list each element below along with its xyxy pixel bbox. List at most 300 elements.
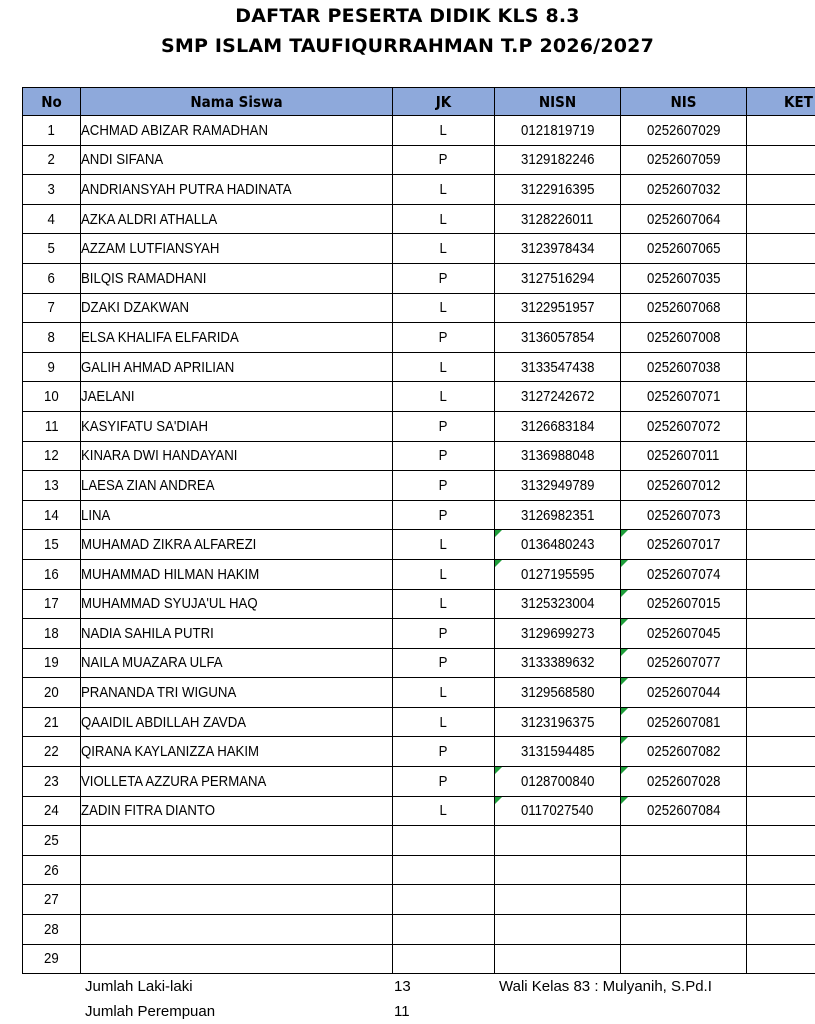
cell-name[interactable] xyxy=(81,175,393,205)
table-row xyxy=(23,707,815,737)
cell-jk[interactable] xyxy=(393,116,495,146)
cell-jk[interactable] xyxy=(393,293,495,323)
cell-nis-text: 0252607065 xyxy=(646,240,721,258)
cell-nis-text: 0252607045 xyxy=(646,624,721,642)
table-row xyxy=(23,885,815,915)
cell-nis[interactable] xyxy=(621,441,747,471)
cell-no[interactable] xyxy=(23,796,81,826)
cell-nisn-text: 3136057854 xyxy=(520,328,595,346)
cell-nis-text: 0252607081 xyxy=(646,713,721,731)
cell-jk[interactable] xyxy=(393,263,495,293)
cell-nis-text: 0252607044 xyxy=(646,684,721,702)
cell-name[interactable] xyxy=(81,589,393,619)
cell-nisn[interactable] xyxy=(495,234,621,264)
cell-name[interactable] xyxy=(81,559,393,589)
cell-ket[interactable] xyxy=(747,648,815,678)
cell-jk[interactable] xyxy=(393,826,495,856)
cell-jk[interactable] xyxy=(393,855,495,885)
cell-no[interactable] xyxy=(23,145,81,175)
cell-no-text: 24 xyxy=(44,802,59,820)
table-row xyxy=(23,648,815,678)
cell-nisn-text: 3125323004 xyxy=(520,595,595,613)
table-row xyxy=(23,559,815,589)
cell-no-text: 29 xyxy=(44,950,59,968)
cell-ket[interactable] xyxy=(747,944,815,974)
table-row xyxy=(23,145,815,175)
cell-no-text: 22 xyxy=(44,743,59,761)
cell-name[interactable] xyxy=(81,441,393,471)
cell-nisn[interactable] xyxy=(495,678,621,708)
cell-ket[interactable] xyxy=(747,767,815,797)
cell-no-text: 18 xyxy=(44,624,59,642)
table-row xyxy=(23,204,815,234)
cell-nisn-text: 3133547438 xyxy=(520,358,595,376)
cell-nisn[interactable] xyxy=(495,441,621,471)
cell-name-text: BILQIS RAMADHANI xyxy=(81,269,207,287)
cell-nisn-text: 3129568580 xyxy=(520,684,595,702)
cell-jk[interactable] xyxy=(393,678,495,708)
cell-no-text: 26 xyxy=(44,861,59,879)
cell-no-text: 21 xyxy=(44,713,59,731)
cell-nis[interactable] xyxy=(621,234,747,264)
cell-nis-text: 0252607017 xyxy=(646,536,721,554)
cell-jk-text: P xyxy=(439,624,448,642)
cell-name-text: ANDRIANSYAH PUTRA HADINATA xyxy=(81,180,292,198)
cell-nis-text: 0252607072 xyxy=(646,417,721,435)
cell-nisn[interactable] xyxy=(495,116,621,146)
cell-no[interactable] xyxy=(23,263,81,293)
cell-name-text: QIRANA KAYLANIZZA HAKIM xyxy=(81,743,260,761)
cell-nis-with-comment-indicator[interactable] xyxy=(621,619,747,649)
cell-nis[interactable] xyxy=(621,116,747,146)
cell-nisn-text: 3126683184 xyxy=(520,417,595,435)
header-nisn: NISN xyxy=(495,88,621,116)
cell-jk[interactable] xyxy=(393,411,495,441)
cell-no-text: 11 xyxy=(44,417,59,435)
header-ket: KET xyxy=(747,88,815,116)
cell-nis[interactable] xyxy=(621,915,747,945)
cell-nis[interactable] xyxy=(621,175,747,205)
cell-name[interactable] xyxy=(81,915,393,945)
cell-name[interactable] xyxy=(81,204,393,234)
cell-nisn[interactable] xyxy=(495,885,621,915)
cell-nis[interactable] xyxy=(621,855,747,885)
cell-jk[interactable] xyxy=(393,559,495,589)
cell-ket[interactable] xyxy=(747,915,815,945)
cell-nis-text: 0252607008 xyxy=(646,328,721,346)
cell-name-text: LAESA ZIAN ANDREA xyxy=(81,476,215,494)
cell-nis-text: 0252607064 xyxy=(646,210,721,228)
cell-nisn[interactable] xyxy=(495,855,621,885)
cell-no[interactable] xyxy=(23,175,81,205)
cell-no[interactable] xyxy=(23,619,81,649)
cell-nis[interactable] xyxy=(621,263,747,293)
cell-no[interactable] xyxy=(23,648,81,678)
cell-jk[interactable] xyxy=(393,589,495,619)
cell-jk-text: L xyxy=(439,684,448,702)
cell-nis[interactable] xyxy=(621,411,747,441)
cell-nis-text: 0252607082 xyxy=(646,743,721,761)
cell-nisn[interactable] xyxy=(495,915,621,945)
table-row xyxy=(23,471,815,501)
cell-no-text: 17 xyxy=(44,595,59,613)
cell-nisn[interactable] xyxy=(495,411,621,441)
cell-no-text: 1 xyxy=(47,121,56,139)
cell-ket[interactable] xyxy=(747,145,815,175)
cell-nisn-with-comment-indicator[interactable] xyxy=(495,796,621,826)
cell-no[interactable] xyxy=(23,441,81,471)
cell-name[interactable] xyxy=(81,234,393,264)
male-count-label: Jumlah Laki-laki xyxy=(85,978,193,995)
cell-no[interactable] xyxy=(23,352,81,382)
cell-no-text: 13 xyxy=(44,476,59,494)
cell-nisn[interactable] xyxy=(495,589,621,619)
cell-nis-with-comment-indicator[interactable] xyxy=(621,707,747,737)
cell-nis-with-comment-indicator[interactable] xyxy=(621,767,747,797)
cell-ket[interactable] xyxy=(747,293,815,323)
cell-jk[interactable] xyxy=(393,885,495,915)
cell-name[interactable] xyxy=(81,678,393,708)
cell-nis-text: 0252607011 xyxy=(647,447,720,465)
cell-name-text: NAILA MUAZARA ULFA xyxy=(81,654,223,672)
table-row xyxy=(23,263,815,293)
table-row xyxy=(23,116,815,146)
cell-name-text: ANDI SIFANA xyxy=(81,151,164,169)
cell-name-text: ELSA KHALIFA ELFARIDA xyxy=(81,328,239,346)
cell-ket[interactable] xyxy=(747,500,815,530)
cell-no[interactable] xyxy=(23,767,81,797)
header-jk: JK xyxy=(393,88,495,116)
cell-nisn[interactable] xyxy=(495,707,621,737)
cell-no[interactable] xyxy=(23,530,81,560)
cell-nisn[interactable] xyxy=(495,175,621,205)
cell-nisn-with-comment-indicator[interactable] xyxy=(495,767,621,797)
cell-nis-text: 0252607084 xyxy=(646,802,721,820)
cell-nis-text: 0252607038 xyxy=(646,358,721,376)
cell-nisn[interactable] xyxy=(495,471,621,501)
cell-no-text: 19 xyxy=(44,654,59,672)
cell-nisn[interactable] xyxy=(495,619,621,649)
table-row xyxy=(23,530,815,560)
cell-jk[interactable] xyxy=(393,619,495,649)
cell-name-text: ACHMAD ABIZAR RAMADHAN xyxy=(81,121,269,139)
table-row xyxy=(23,500,815,530)
document-title: DAFTAR PESERTA DIDIK KLS 8.3 xyxy=(235,5,580,27)
cell-nisn-text: 3129182246 xyxy=(520,151,595,169)
cell-ket[interactable] xyxy=(747,234,815,264)
table-row xyxy=(23,589,815,619)
cell-no[interactable] xyxy=(23,323,81,353)
cell-nis-with-comment-indicator[interactable] xyxy=(621,796,747,826)
cell-jk[interactable] xyxy=(393,441,495,471)
cell-name[interactable] xyxy=(81,500,393,530)
cell-nis-with-comment-indicator[interactable] xyxy=(621,589,747,619)
table-row xyxy=(23,944,815,974)
cell-jk[interactable] xyxy=(393,707,495,737)
cell-name[interactable] xyxy=(81,382,393,412)
cell-nisn[interactable] xyxy=(495,352,621,382)
cell-no[interactable] xyxy=(23,944,81,974)
cell-name-text: NADIA SAHILA PUTRI xyxy=(81,624,214,642)
cell-ket[interactable] xyxy=(747,885,815,915)
cell-jk[interactable] xyxy=(393,915,495,945)
cell-jk[interactable] xyxy=(393,648,495,678)
cell-name[interactable] xyxy=(81,411,393,441)
cell-nisn[interactable] xyxy=(495,145,621,175)
cell-ket[interactable] xyxy=(747,855,815,885)
cell-nis-with-comment-indicator[interactable] xyxy=(621,678,747,708)
cell-nisn[interactable] xyxy=(495,382,621,412)
cell-nisn-text: 3128226011 xyxy=(521,210,594,228)
cell-no[interactable] xyxy=(23,915,81,945)
cell-nisn[interactable] xyxy=(495,204,621,234)
cell-no-text: 23 xyxy=(44,772,59,790)
table-row xyxy=(23,382,815,412)
cell-no[interactable] xyxy=(23,500,81,530)
cell-ket[interactable] xyxy=(747,737,815,767)
cell-nisn-text: 0121819719 xyxy=(520,121,595,139)
cell-name-text: VIOLLETA AZZURA PERMANA xyxy=(81,772,267,790)
cell-jk[interactable] xyxy=(393,767,495,797)
cell-no-text: 4 xyxy=(47,210,56,228)
cell-ket[interactable] xyxy=(747,471,815,501)
cell-name[interactable] xyxy=(81,263,393,293)
cell-name[interactable] xyxy=(81,530,393,560)
table-row xyxy=(23,737,815,767)
cell-no[interactable] xyxy=(23,234,81,264)
cell-nis[interactable] xyxy=(621,145,747,175)
cell-nis[interactable] xyxy=(621,352,747,382)
cell-no[interactable] xyxy=(23,737,81,767)
cell-ket[interactable] xyxy=(747,826,815,856)
cell-jk[interactable] xyxy=(393,323,495,353)
table-row xyxy=(23,796,815,826)
table-row xyxy=(23,323,815,353)
cell-ket[interactable] xyxy=(747,352,815,382)
cell-no[interactable] xyxy=(23,293,81,323)
cell-ket[interactable] xyxy=(747,559,815,589)
table-row xyxy=(23,234,815,264)
student-roster-table xyxy=(22,87,815,974)
cell-name-text: MUHAMMAD HILMAN HAKIM xyxy=(81,565,260,583)
cell-jk-text: L xyxy=(439,240,448,258)
cell-ket[interactable] xyxy=(747,441,815,471)
cell-nis[interactable] xyxy=(621,293,747,323)
cell-jk-text: L xyxy=(439,121,448,139)
cell-name-text: MUHAMMAD SYUJA'UL HAQ xyxy=(81,595,258,613)
cell-nis-with-comment-indicator[interactable] xyxy=(621,648,747,678)
cell-no-text: 27 xyxy=(44,891,59,909)
cell-jk[interactable] xyxy=(393,737,495,767)
table-row xyxy=(23,767,815,797)
cell-no[interactable] xyxy=(23,471,81,501)
table-header-row xyxy=(23,88,815,116)
cell-ket[interactable] xyxy=(747,796,815,826)
cell-ket[interactable] xyxy=(747,707,815,737)
table-row xyxy=(23,293,815,323)
cell-nisn-text: 3136988048 xyxy=(520,447,595,465)
female-count-value: 11 xyxy=(394,1003,410,1020)
cell-name[interactable] xyxy=(81,471,393,501)
cell-nis[interactable] xyxy=(621,204,747,234)
cell-jk-text: L xyxy=(439,713,448,731)
cell-ket[interactable] xyxy=(747,589,815,619)
cell-nisn-text: 0136480243 xyxy=(520,536,595,554)
cell-nisn[interactable] xyxy=(495,263,621,293)
cell-no[interactable] xyxy=(23,411,81,441)
cell-jk[interactable] xyxy=(393,352,495,382)
cell-nis[interactable] xyxy=(621,944,747,974)
cell-name-text: LINA xyxy=(81,506,111,524)
cell-jk-text: P xyxy=(439,447,448,465)
cell-ket[interactable] xyxy=(747,382,815,412)
cell-nis[interactable] xyxy=(621,323,747,353)
cell-jk-text: L xyxy=(439,210,448,228)
cell-nisn[interactable] xyxy=(495,293,621,323)
cell-name[interactable] xyxy=(81,767,393,797)
cell-jk-text: P xyxy=(439,269,448,287)
cell-nis[interactable] xyxy=(621,500,747,530)
cell-jk-text: L xyxy=(439,180,448,198)
cell-nisn-text: 3123196375 xyxy=(520,713,595,731)
cell-no[interactable] xyxy=(23,707,81,737)
cell-name-text: PRANANDA TRI WIGUNA xyxy=(81,684,237,702)
cell-no-text: 14 xyxy=(44,506,59,524)
cell-nisn-text: 3126982351 xyxy=(520,506,595,524)
cell-no[interactable] xyxy=(23,678,81,708)
cell-jk-text: P xyxy=(439,151,448,169)
cell-name[interactable] xyxy=(81,885,393,915)
cell-jk[interactable] xyxy=(393,382,495,412)
cell-no-text: 2 xyxy=(47,151,56,169)
cell-name[interactable] xyxy=(81,737,393,767)
cell-nisn[interactable] xyxy=(495,826,621,856)
cell-nis-with-comment-indicator[interactable] xyxy=(621,530,747,560)
cell-ket[interactable] xyxy=(747,116,815,146)
cell-nis-text: 0252607059 xyxy=(646,151,721,169)
cell-name[interactable] xyxy=(81,707,393,737)
cell-ket[interactable] xyxy=(747,678,815,708)
cell-nisn-text: 3123978434 xyxy=(520,240,595,258)
table-row xyxy=(23,352,815,382)
cell-jk[interactable] xyxy=(393,944,495,974)
cell-jk[interactable] xyxy=(393,471,495,501)
cell-jk[interactable] xyxy=(393,796,495,826)
cell-jk[interactable] xyxy=(393,204,495,234)
cell-nisn[interactable] xyxy=(495,323,621,353)
cell-nis-with-comment-indicator[interactable] xyxy=(621,737,747,767)
cell-nisn-text: 3122916395 xyxy=(520,180,595,198)
female-count-label: Jumlah Perempuan xyxy=(85,1003,216,1020)
cell-nis[interactable] xyxy=(621,471,747,501)
cell-ket[interactable] xyxy=(747,619,815,649)
cell-nisn[interactable] xyxy=(495,944,621,974)
cell-no[interactable] xyxy=(23,559,81,589)
cell-nis-text: 0252607029 xyxy=(646,121,721,139)
cell-name[interactable] xyxy=(81,145,393,175)
cell-nis-text: 0252607028 xyxy=(646,772,721,790)
cell-nisn[interactable] xyxy=(495,648,621,678)
cell-nisn[interactable] xyxy=(495,500,621,530)
cell-name-text: AZKA ALDRI ATHALLA xyxy=(81,210,218,228)
cell-nis[interactable] xyxy=(621,382,747,412)
cell-ket[interactable] xyxy=(747,175,815,205)
cell-nis-text: 0252607012 xyxy=(646,476,721,494)
cell-jk[interactable] xyxy=(393,530,495,560)
cell-nisn-text: 3132949789 xyxy=(520,476,595,494)
cell-name[interactable] xyxy=(81,293,393,323)
cell-no-text: 9 xyxy=(47,358,56,376)
cell-name-text: QAAIDIL ABDILLAH ZAVDA xyxy=(81,713,247,731)
cell-name[interactable] xyxy=(81,116,393,146)
cell-nisn-text: 3127242672 xyxy=(520,388,595,406)
cell-ket[interactable] xyxy=(747,411,815,441)
cell-name[interactable] xyxy=(81,796,393,826)
table-row xyxy=(23,411,815,441)
cell-nisn-with-comment-indicator[interactable] xyxy=(495,559,621,589)
cell-no[interactable] xyxy=(23,204,81,234)
cell-ket[interactable] xyxy=(747,530,815,560)
header-name: Nama Siswa xyxy=(81,88,393,116)
cell-no[interactable] xyxy=(23,589,81,619)
cell-name-text: KASYIFATU SA'DIAH xyxy=(81,417,208,435)
cell-jk[interactable] xyxy=(393,175,495,205)
cell-jk[interactable] xyxy=(393,145,495,175)
cell-ket[interactable] xyxy=(747,263,815,293)
cell-no[interactable] xyxy=(23,855,81,885)
cell-nisn-with-comment-indicator[interactable] xyxy=(495,530,621,560)
cell-jk-text: L xyxy=(439,299,448,317)
cell-no[interactable] xyxy=(23,382,81,412)
cell-jk-text: L xyxy=(439,388,448,406)
cell-name[interactable] xyxy=(81,855,393,885)
cell-nis-text: 0252607068 xyxy=(646,299,721,317)
cell-nis[interactable] xyxy=(621,885,747,915)
cell-jk-text: L xyxy=(439,802,448,820)
cell-name-text: AZZAM LUTFIANSYAH xyxy=(81,240,220,258)
cell-no[interactable] xyxy=(23,826,81,856)
cell-no-text: 3 xyxy=(47,180,56,198)
cell-no[interactable] xyxy=(23,116,81,146)
header-no: No xyxy=(23,88,81,116)
table-row xyxy=(23,826,815,856)
cell-no-text: 28 xyxy=(44,920,59,938)
cell-jk-text: P xyxy=(439,772,448,790)
cell-jk[interactable] xyxy=(393,500,495,530)
cell-no-text: 10 xyxy=(44,388,59,406)
cell-nis-with-comment-indicator[interactable] xyxy=(621,559,747,589)
cell-nis-text: 0252607077 xyxy=(646,654,721,672)
table-row xyxy=(23,915,815,945)
table-row xyxy=(23,619,815,649)
cell-name[interactable] xyxy=(81,944,393,974)
cell-name[interactable] xyxy=(81,323,393,353)
cell-jk[interactable] xyxy=(393,234,495,264)
male-count-value: 13 xyxy=(394,978,411,995)
cell-no-text: 12 xyxy=(44,447,59,465)
cell-name[interactable] xyxy=(81,826,393,856)
cell-nis[interactable] xyxy=(621,826,747,856)
cell-nisn-text: 3133389632 xyxy=(520,654,595,672)
cell-no-text: 20 xyxy=(44,684,59,702)
cell-no[interactable] xyxy=(23,885,81,915)
cell-ket[interactable] xyxy=(747,323,815,353)
cell-ket[interactable] xyxy=(747,204,815,234)
cell-name[interactable] xyxy=(81,619,393,649)
cell-name[interactable] xyxy=(81,352,393,382)
cell-name[interactable] xyxy=(81,648,393,678)
cell-nisn[interactable] xyxy=(495,737,621,767)
